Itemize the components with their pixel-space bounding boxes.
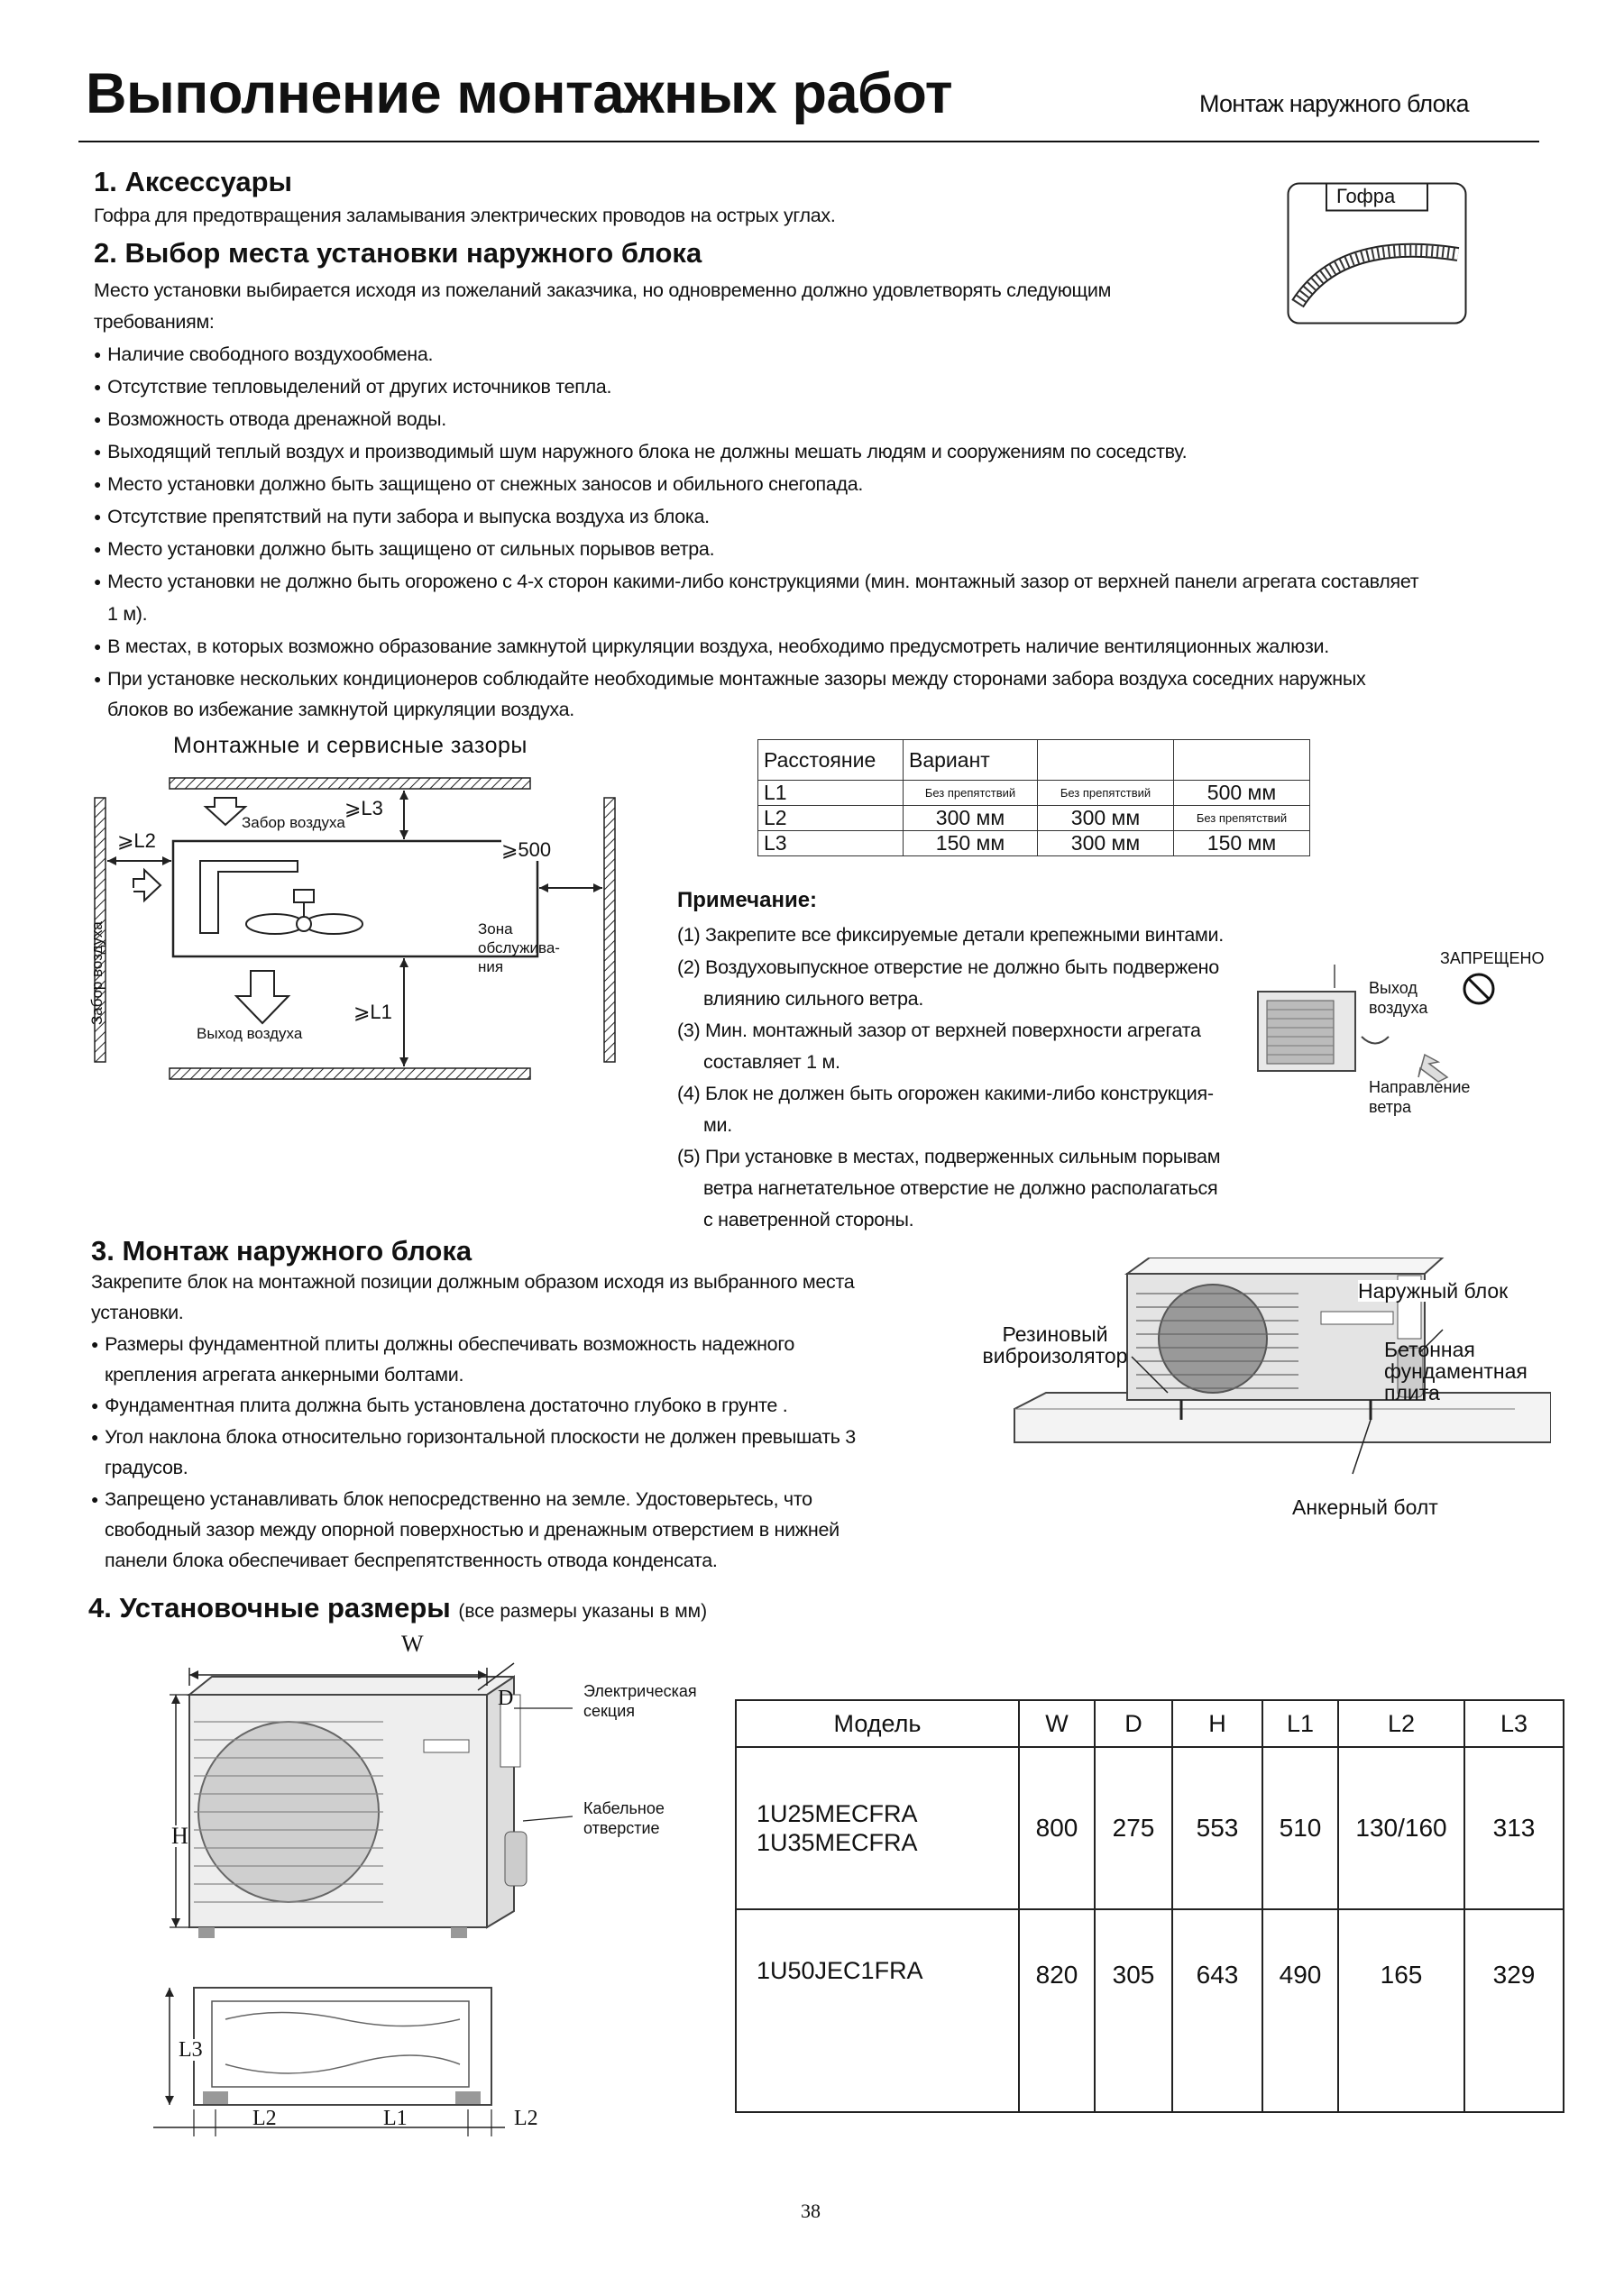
column-header: L1 <box>1262 1700 1338 1747</box>
note-4-line-2: ми. <box>703 1114 732 1136</box>
service-zone-label: Зона обслужива- ния <box>478 920 560 975</box>
depth-dimension-label: D <box>498 1687 514 1710</box>
table-header-variant: Вариант <box>904 740 1038 781</box>
foundation-figure <box>974 1258 1551 1546</box>
note-1: (1) Закрепите все фиксируемые детали крепежными винтами. <box>677 924 1224 946</box>
column-header: W <box>1019 1700 1095 1747</box>
section-3-intro-line-2: установки. <box>91 1302 184 1323</box>
notes-heading: Примечание: <box>677 888 818 912</box>
table-row: 1U50JEC1FRA 820 305 643 490 165 329 <box>736 1909 1564 2112</box>
corrugation-label: Гофра <box>1336 185 1396 207</box>
section-2-intro-line-2: требованиям: <box>94 311 215 333</box>
air-intake-top-label: Забор воздуха <box>242 814 345 831</box>
l2-left-dimension-label: L2 <box>252 2107 277 2130</box>
section-2-intro-line-1: Место установки выбирается исходя из пожеланий заказчика, но одновременно должно удовлетворять следующим <box>94 279 1112 301</box>
requirement-item: ● Отсутствие тепловыделений от других источников тепла. <box>94 371 611 405</box>
note-3-line-2: составляет 1 м. <box>703 1051 840 1073</box>
air-outlet-label: Выход воздуха <box>197 1025 303 1042</box>
section-1-heading: 1. Аксессуары <box>94 166 292 197</box>
l1-dimension-label: ⩾L1 <box>353 1001 392 1023</box>
requirement-item: ● Место установки не должно быть огорожено с 4-х сторон какими-либо конструкциями (мин. монтажный зазор от верхней панели агрегата составляет <box>94 566 1418 599</box>
column-header: L2 <box>1338 1700 1464 1747</box>
requirement-item: ● Отсутствие препятствий на пути забора и выпуска воздуха из блока. <box>94 501 710 535</box>
cable-opening-label: Кабельное отверстие <box>583 1799 665 1837</box>
note-2-line-2: влиянию сильного ветра. <box>703 988 924 1010</box>
requirement-item: ● В местах, в которых возможно образование замкнутой циркуляции воздуха, необходимо предусмотреть наличие вентиляционных жалюзи. <box>94 631 1329 664</box>
column-header: H <box>1172 1700 1262 1747</box>
note-5-line-3: с наветренной стороны. <box>703 1209 914 1230</box>
clearance-table <box>757 739 1310 856</box>
section-3-heading: 3. Монтаж наружного блока <box>91 1235 473 1267</box>
note-4-line-1: (4) Блок не должен быть огорожен какими-либо конструкция- <box>677 1083 1214 1104</box>
section-1-text: Гофра для предотвращения заламывания электрических проводов на острых углах. <box>94 205 836 226</box>
column-header: L3 <box>1464 1700 1564 1747</box>
column-header: D <box>1095 1700 1172 1747</box>
clearance-diagram <box>90 771 631 1086</box>
anchor-bolt-label: Анкерный болт <box>1292 1496 1438 1519</box>
note-5-line-2: ветра нагнетательное отверстие не должно располагаться <box>703 1177 1218 1199</box>
column-header: Модель <box>736 1700 1019 1747</box>
clearance-diagram-title: Монтажные и сервисные зазоры <box>173 733 528 758</box>
wind-warning-figure <box>1253 938 1564 1127</box>
width-dimension-label: W <box>401 1631 424 1657</box>
model-cell: 1U50JEC1FRA <box>736 1909 1019 2112</box>
l1-dimension-label: L1 <box>383 2107 408 2130</box>
service-clearance-label: ⩾500 <box>501 838 552 861</box>
air-intake-side-label: Забор воздуха <box>88 921 106 1025</box>
note-3-line-1: (3) Мин. монтажный зазор от верхней поверхности агрегата <box>677 1020 1201 1041</box>
requirement-item: ● Возможность отвода дренажной воды. <box>94 404 446 437</box>
foundation-item: ● Запрещено устанавливать блок непосредственно на земле. Удостоверьтесь, что <box>91 1484 812 1517</box>
note-5-line-1: (5) При установке в местах, подверженных сильным порывам <box>677 1146 1221 1167</box>
table-row: L3 150 мм 300 мм 150 мм <box>758 831 1310 856</box>
dimension-drawing <box>144 1631 730 2173</box>
l2-dimension-label: ⩾L2 <box>117 829 156 852</box>
table-header-row <box>736 1700 1564 1747</box>
requirement-item: ● При установке нескольких кондиционеров соблюдайте необходимые монтажные зазоры между сторонами забора воздуха соседних наружных <box>94 663 1365 697</box>
rubber-isolator-label: Резиновый виброизолятор <box>982 1322 1128 1368</box>
requirement-item: ● Место установки должно быть защищено от снежных заносов и обильного снегопада. <box>94 469 863 502</box>
table-row: L2 300 мм 300 мм Без препятствий <box>758 806 1310 831</box>
requirement-item: ● Выходящий теплый воздух и производимый шум наружного блока не должны мешать людям и сооружениям по соседству. <box>94 436 1187 470</box>
page-title: Выполнение монтажных работ <box>86 62 953 125</box>
note-2-line-1: (2) Воздуховыпускное отверстие не должно быть подвержено <box>677 956 1219 978</box>
forbidden-label: ЗАПРЕЩЕНО <box>1440 949 1545 967</box>
table-row: 1U25MECFRA 1U35MECFRA 800 275 553 510 130/160 313 <box>736 1747 1564 1909</box>
foundation-item-continuation: градусов. <box>105 1457 188 1478</box>
section-2-heading: 2. Выбор места установки наружного блока <box>94 237 702 269</box>
l2-right-dimension-label: L2 <box>514 2107 538 2130</box>
wind-direction-label: Направление ветра <box>1369 1078 1471 1116</box>
corrugation-box <box>1287 182 1467 325</box>
requirement-item: ● Место установки должно быть защищено от сильных порывов ветра. <box>94 534 714 567</box>
header-rule <box>78 141 1539 142</box>
l3-dimension-label: L3 <box>179 2038 203 2062</box>
electrical-section-label: Электрическая секция <box>583 1682 697 1720</box>
table-row: L1 Без препятствий Без препятствий 500 мм <box>758 781 1310 806</box>
section-4-heading: 4. Установочные размеры (все размеры указаны в мм) <box>88 1592 708 1624</box>
requirement-item-continuation: блоков во избежание замкнутой циркуляции воздуха. <box>107 699 574 720</box>
height-dimension-label: H <box>171 1823 188 1849</box>
outdoor-unit-label: Наружный блок <box>1358 1279 1509 1303</box>
page-subtitle: Монтаж наружного блока <box>1199 90 1469 117</box>
model-cell: 1U25MECFRA 1U35MECFRA <box>736 1747 1019 1909</box>
foundation-item-continuation: свободный зазор между опорной поверхностью и дренажным отверстием в нижней <box>105 1519 840 1541</box>
l3-dimension-label: ⩾L3 <box>344 797 383 819</box>
foundation-item: ● Размеры фундаментной плиты должны обеспечивать возможность надежного <box>91 1329 794 1362</box>
requirement-item-continuation: 1 м). <box>107 603 148 625</box>
section-3-intro-line-1: Закрепите блок на монтажной позиции должным образом исходя из выбранного места <box>91 1271 855 1293</box>
requirement-item: ● Наличие свободного воздухообмена. <box>94 339 433 372</box>
page-number: 38 <box>801 2200 821 2222</box>
foundation-item: ● Фундаментная плита должна быть установлена достаточно глубоко в грунте . <box>91 1390 787 1423</box>
air-outlet-label: Выход воздуха <box>1369 979 1428 1017</box>
foundation-item-continuation: панели блока обеспечивает беспрепятственность отвода конденсата. <box>105 1550 718 1571</box>
model-dimensions-table <box>735 1699 1564 2113</box>
table-header-distance: Расстояние <box>758 740 904 781</box>
foundation-item-continuation: крепления агрегата анкерными болтами. <box>105 1364 464 1386</box>
foundation-item: ● Угол наклона блока относительно горизонтальной плоскости не должен превышать 3 <box>91 1422 856 1455</box>
concrete-slab-label: Бетонная фундаментная плита <box>1384 1338 1528 1404</box>
